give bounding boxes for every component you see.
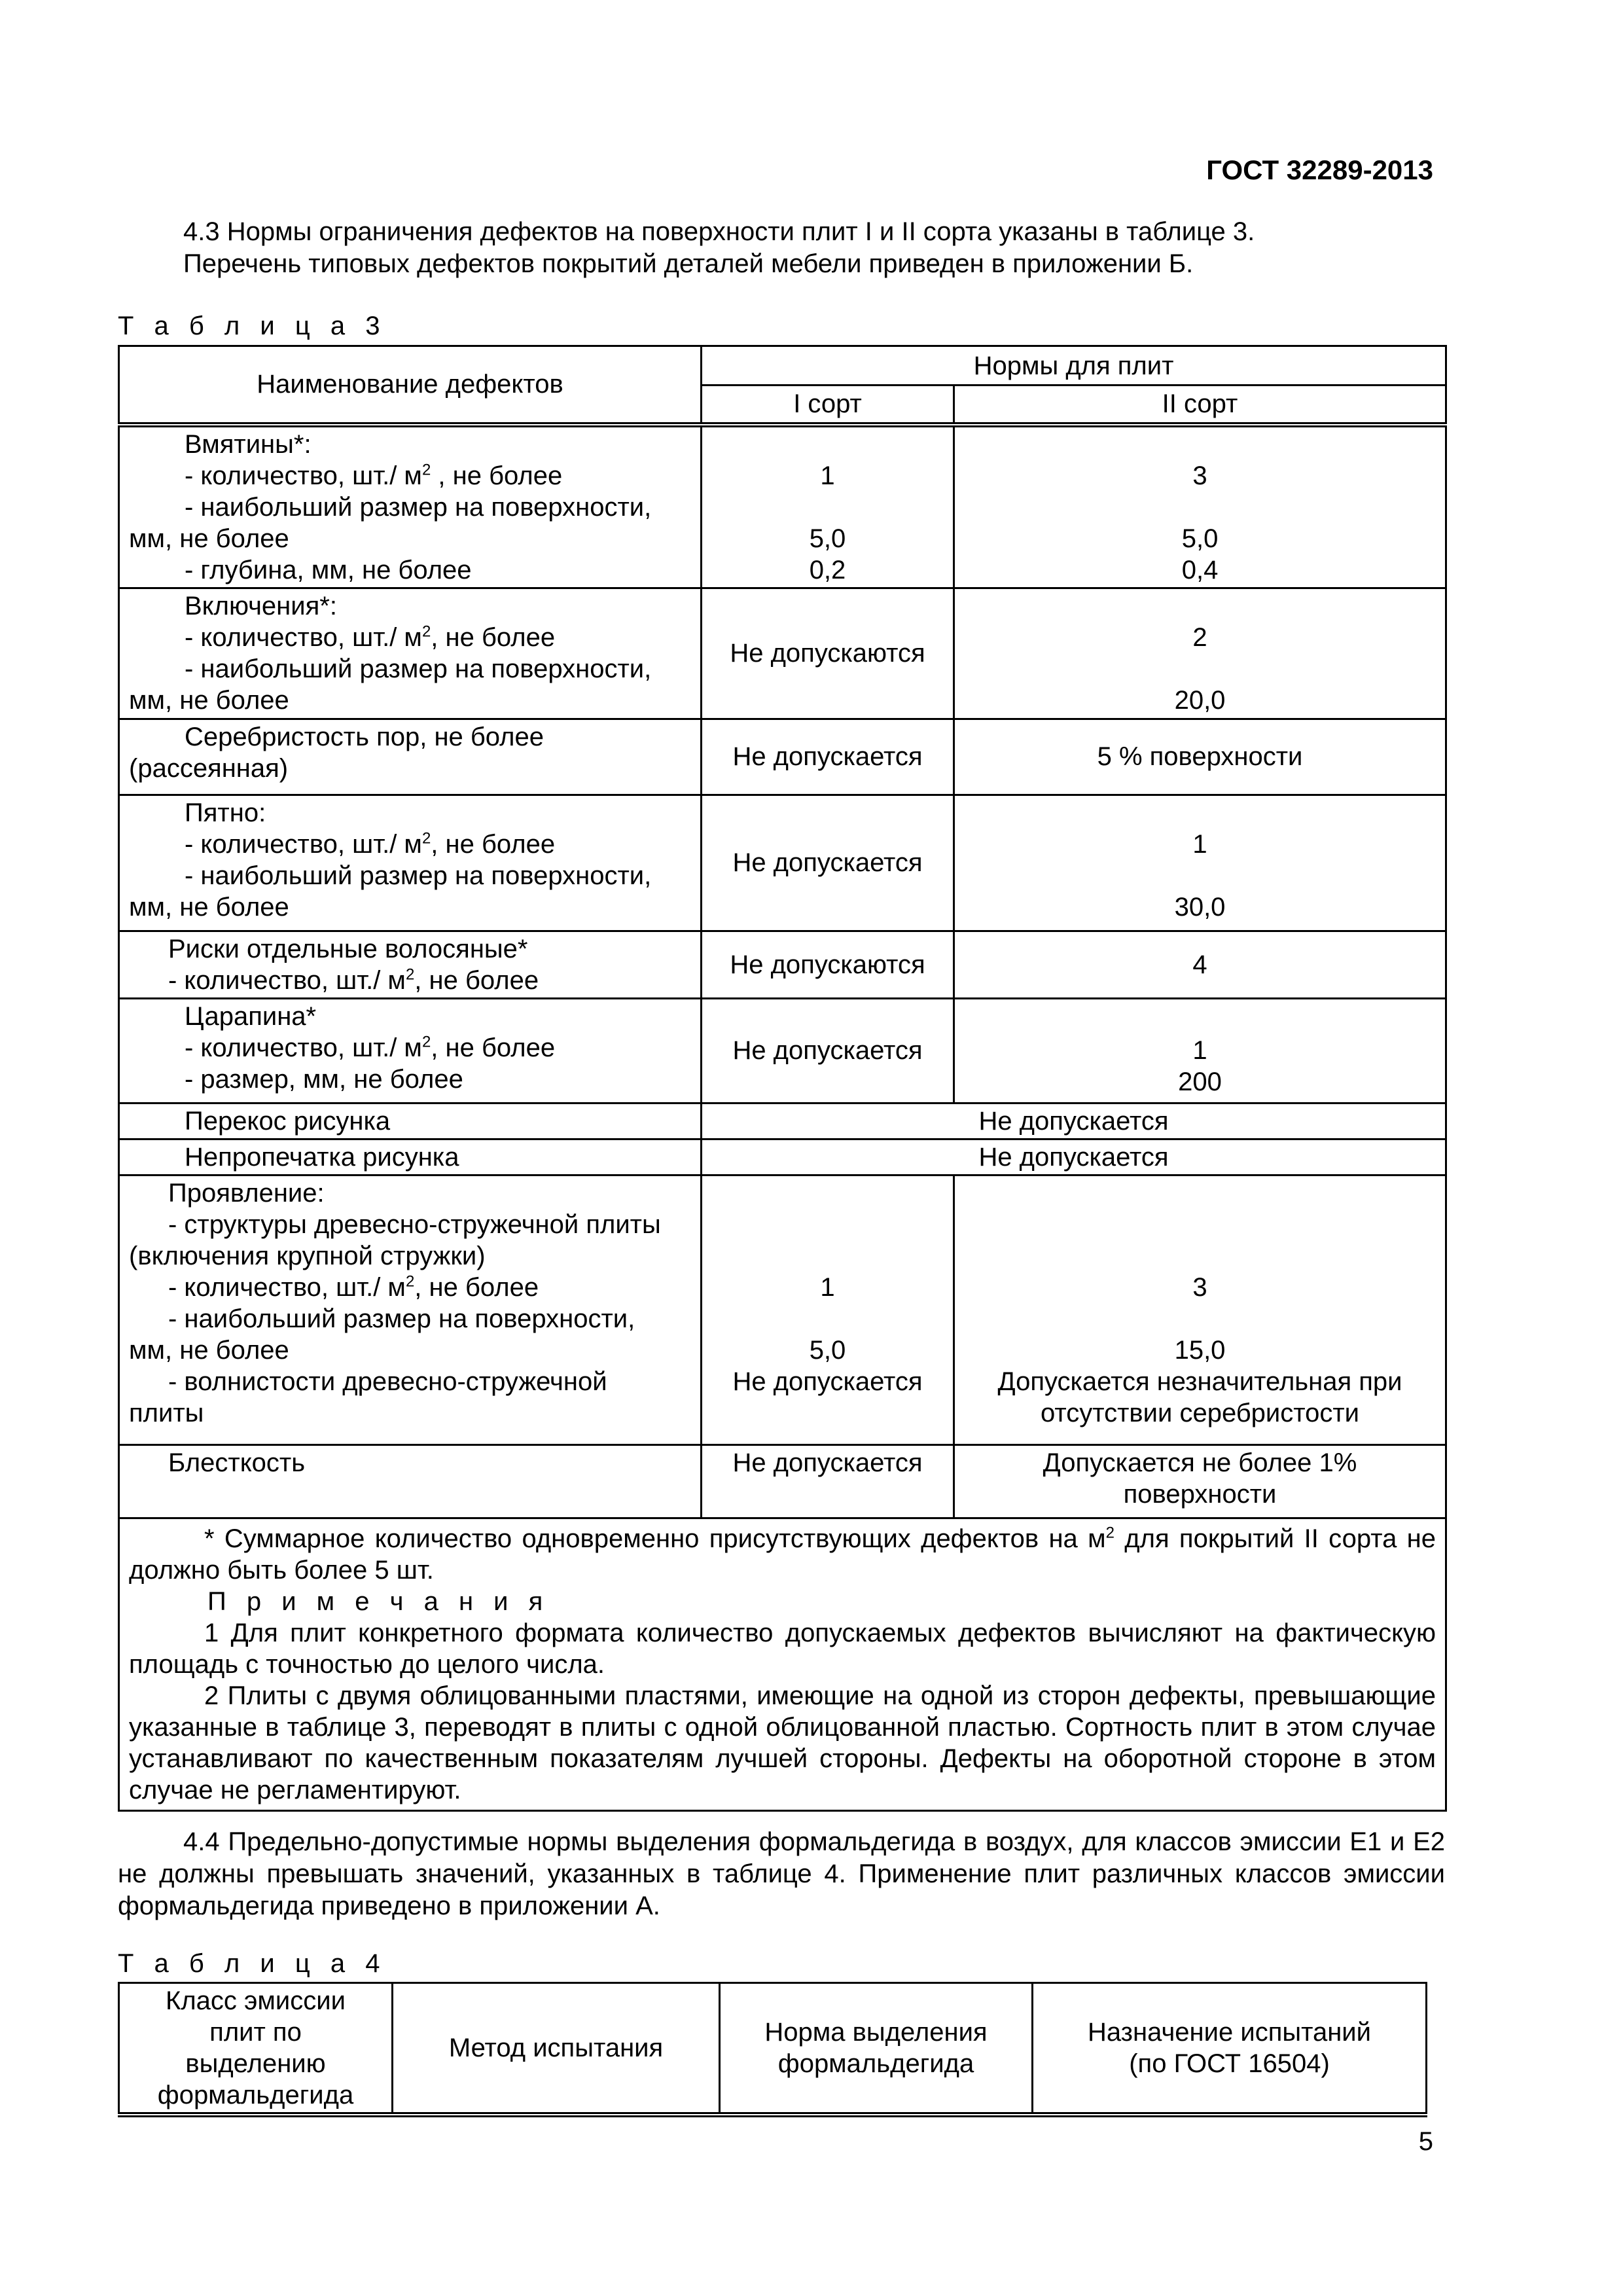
defect-gloss: Блесткость bbox=[119, 1444, 702, 1518]
defect-scratch: Царапина* - количество, шт./ $м^2$, не более - размер, мм, не более bbox=[119, 998, 702, 1103]
inclusions-grade2: 2 20,0 bbox=[954, 588, 1446, 719]
table4-col-purpose: Назначение испытаний (по ГОСТ 16504) bbox=[1033, 1983, 1427, 2115]
defect-dents: Вмятины*: - количество, шт./ $м^2$ , не более - наибольший размер на поверхности, мм, не более - глубина, мм, не более bbox=[119, 425, 702, 588]
table4-col-class: Класс эмиссии плит по выделению формальдегида bbox=[119, 1983, 393, 2115]
hairline-grade2: 4 bbox=[954, 931, 1446, 998]
scratch-grade1: Не допускается bbox=[702, 998, 954, 1103]
dents-grade1: 1 5,0 0,2 bbox=[702, 425, 954, 588]
spot-grade2: 1 30,0 bbox=[954, 795, 1446, 931]
table4-col-method: Метод испытания bbox=[393, 1983, 720, 2115]
note-1: 1 Для плит конкретного формата количество допускаемых дефектов вычисляют на фактическую площадь с точностью до целого числа. bbox=[129, 1618, 1436, 1679]
intro-paragraph bbox=[118, 216, 1440, 280]
misprint-value: Не допускается bbox=[702, 1139, 1446, 1175]
defect-hairline: Риски отдельные волосяные* - количество, шт./ $м^2$, не более bbox=[119, 931, 702, 998]
table-row bbox=[119, 1175, 1446, 1444]
manifestation-grade1: 1 5,0 Не допускается bbox=[702, 1175, 954, 1444]
table-row bbox=[119, 1139, 1446, 1175]
table-row bbox=[119, 931, 1446, 998]
table3-col-grade2: II сорт bbox=[954, 386, 1446, 425]
pores-grade2: 5 % поверхности bbox=[954, 719, 1446, 795]
table-row bbox=[119, 588, 1446, 719]
pores-grade1: Не допускается bbox=[702, 719, 954, 795]
table-row bbox=[119, 998, 1446, 1103]
table3-notes bbox=[119, 1518, 1446, 1810]
table3-notes-row bbox=[119, 1518, 1446, 1810]
table3-col-name: Наименование дефектов bbox=[119, 346, 702, 425]
gloss-grade2: Допускается не более 1% поверхности bbox=[954, 1444, 1446, 1518]
table3-col-norms: Нормы для плит bbox=[702, 346, 1446, 386]
table4-col-norm: Норма выделения формальдегида bbox=[720, 1983, 1033, 2115]
defect-misprint: Непропечатка рисунка bbox=[119, 1139, 702, 1175]
defect-manifestation: Проявление: - структуры древесно-стружечной плиты (включения крупной стружки) - количество, шт./ $м^2$, не более - наибольший размер на поверхности, мм, не более - волнистости древесно-стружечной плиты bbox=[119, 1175, 702, 1444]
table-row bbox=[119, 1103, 1446, 1139]
table3-col-grade1: I сорт bbox=[702, 386, 954, 425]
skew-value: Не допускается bbox=[702, 1103, 1446, 1139]
table-row bbox=[119, 1444, 1446, 1518]
intro-line-1: 4.3 Нормы ограничения дефектов на поверхности плит I и II сорта указаны в таблице 3. bbox=[183, 217, 1255, 246]
page-number: 5 bbox=[1418, 2127, 1433, 2156]
standard-header: ГОСТ 32289-2013 bbox=[1206, 154, 1433, 185]
table3-caption: Т а б л и ц а 3 bbox=[118, 312, 387, 340]
inclusions-grade1: Не допускаются bbox=[702, 588, 954, 719]
intro-line-2: Перечень типовых дефектов покрытий деталей мебели приведен в приложении Б. bbox=[183, 249, 1194, 278]
table-row bbox=[119, 719, 1446, 795]
manifestation-grade2: 3 15,0 Допускается незначительная при отсутствии серебристости bbox=[954, 1175, 1446, 1444]
defect-spot: Пятно: - количество, шт./ $м^2$, не более - наибольший размер на поверхности, мм, не более bbox=[119, 795, 702, 931]
note-2: 2 Плиты с двумя облицованными пластями, имеющие на одной из сторон дефекты, превышающие указанные в таблице 3, переводят в плиты с одной облицованной пластью. Сортность плит в этом случае устанавливают по качественным показателям лучшей стороны. Дефекты на оборотной стороне в этом случае не регламентируют. bbox=[129, 1681, 1436, 1804]
notes-heading: П р и м е ч а н и я bbox=[207, 1587, 550, 1616]
dents-grade2: 3 5,0 0,4 bbox=[954, 425, 1446, 588]
table4-caption: Т а б л и ц а 4 bbox=[118, 1949, 387, 1978]
table-row bbox=[119, 425, 1446, 588]
table3-header-row bbox=[119, 346, 1446, 386]
defect-inclusions: Включения*: - количество, шт./ $м^2$, не более - наибольший размер на поверхности, мм, не более bbox=[119, 588, 702, 719]
table-4 bbox=[118, 1982, 1427, 2117]
table3-footnote: * Суммарное количество одновременно присутствующих дефектов на $м^2$ для покрытий II сорта не должно быть более 5 шт. bbox=[129, 1524, 1436, 1585]
scratch-grade2: 1 200 bbox=[954, 998, 1446, 1103]
spot-grade1: Не допускается bbox=[702, 795, 954, 931]
gloss-grade1: Не допускается bbox=[702, 1444, 954, 1518]
defect-skew: Перекос рисунка bbox=[119, 1103, 702, 1139]
paragraph-4-4: 4.4 Предельно-допустимые нормы выделения формальдегида в воздух, для классов эмиссии Е1 и Е2 не должны превышать значений, указанных в таблице 4. Применение плит различных классов эмиссии формальдегида приведено в приложении А. bbox=[118, 1827, 1445, 1920]
table-row bbox=[119, 795, 1446, 931]
defect-pores: Серебристость пор, не более (рассеянная) bbox=[119, 719, 702, 795]
hairline-grade1: Не допускаются bbox=[702, 931, 954, 998]
table-3 bbox=[118, 345, 1447, 1812]
table4-header-row bbox=[119, 1983, 1427, 2115]
